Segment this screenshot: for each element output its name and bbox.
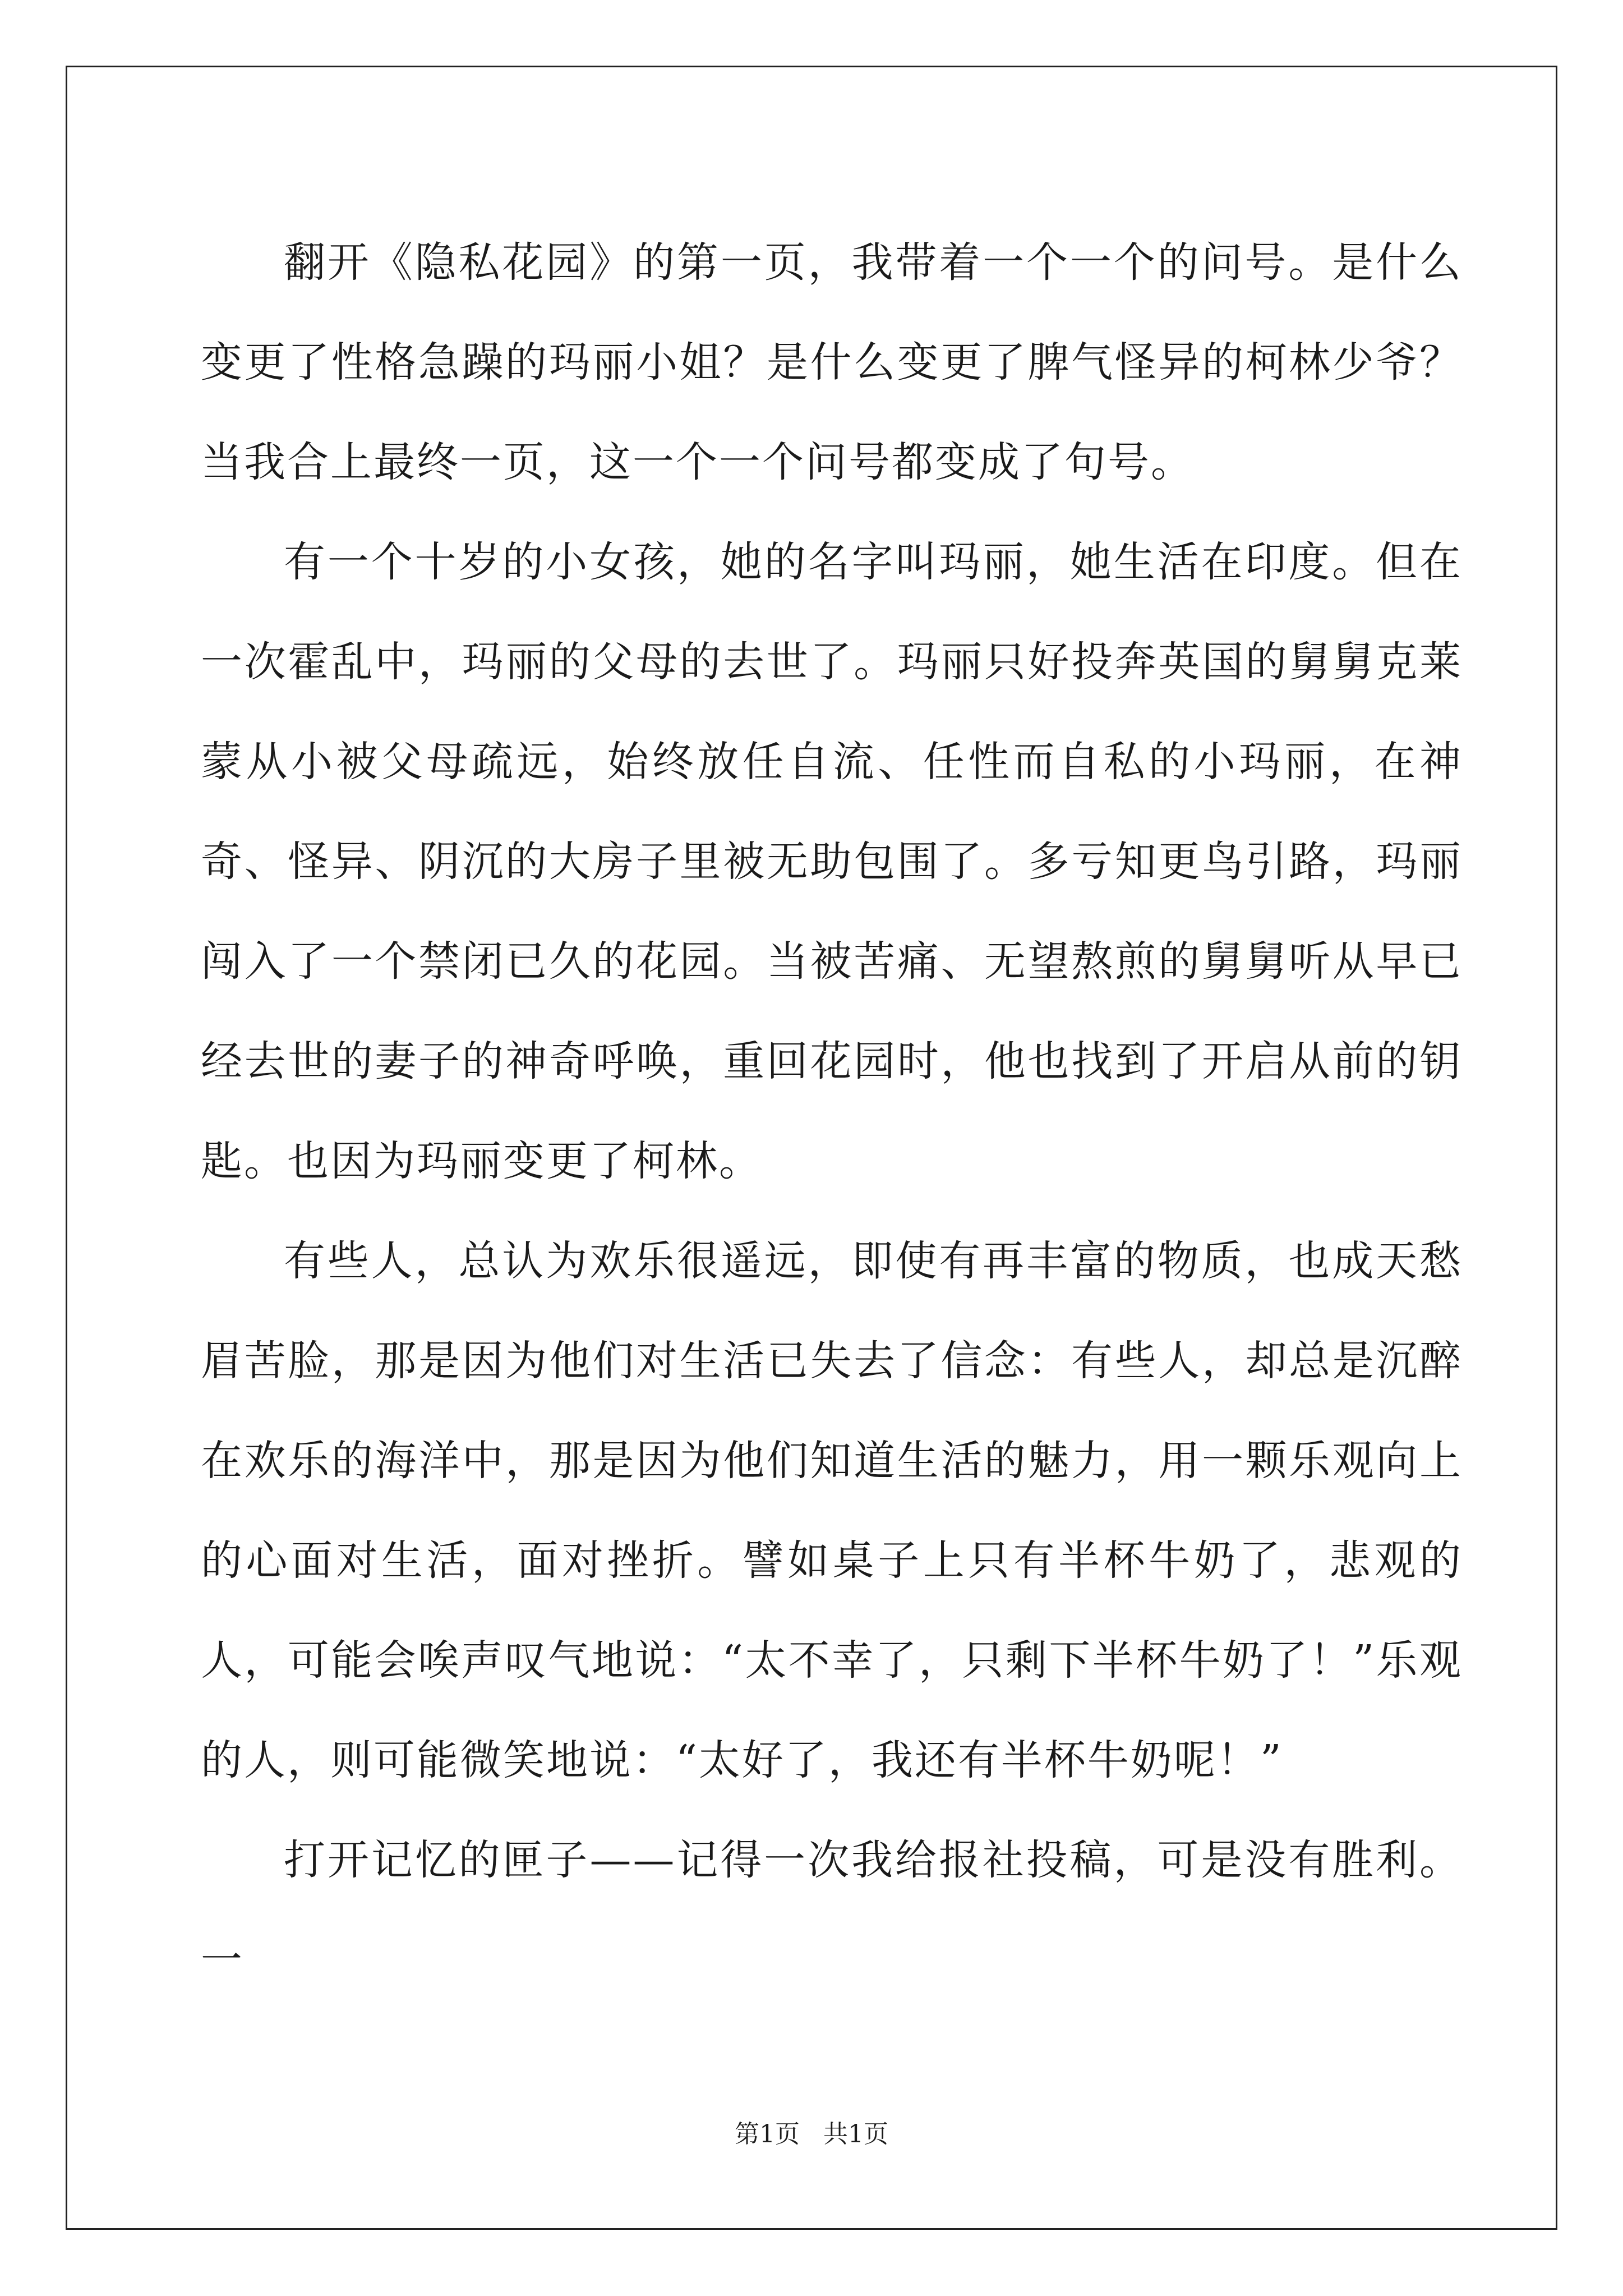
paragraph-3: 有些人，总认为欢乐很遥远，即使有再丰富的物质，也成天愁眉苦脸，那是因为他们对生活已失去了信念：有些人，却总是沉醉在欢乐的海洋中，那是因为他们知道生活的魅力，用一颗乐观向上的心面对生活，面对挫折。譬如桌子上只有半杯牛奶了，悲观的人，可能会唉声叹气地说：“太不幸了，只剩下半杯牛奶了！”乐观的人，则可能微笑地说：“太好了，我还有半杯牛奶呢！” — [201, 1237, 1463, 1784]
document-body — [201, 213, 1463, 2010]
paragraph-4: 打开记忆的匣子——记得一次我给报社投稿，可是没有胜利。一 — [201, 1836, 1463, 1984]
paragraph-2: 有一个十岁的小女孩，她的名字叫玛丽，她生活在印度。但在一次霍乱中，玛丽的父母的去世了。玛丽只好投奔英国的舅舅克莱蒙从小被父母疏远，始终放任自流、任性而自私的小玛丽，在神奇、怪异、阴沉的大房子里被无助包围了。多亏知更鸟引路，玛丽闯入了一个禁闭已久的花园。当被苦痛、无望熬煎的舅舅听从早已经去世的妻子的神奇呼唤，重回花园时，他也找到了开启从前的钥匙。也因为玛丽变更了柯林。 — [201, 538, 1463, 1185]
page-number-footer: 第1页 共1页 — [735, 2120, 888, 2148]
paragraph-1: 翻开《隐私花园》的第一页，我带着一个一个的问号。是什么变更了性格急躁的玛丽小姐？是什么变更了脾气怪异的柯林少爷？当我合上最终一页，这一个一个问号都变成了句号。 — [201, 238, 1463, 486]
